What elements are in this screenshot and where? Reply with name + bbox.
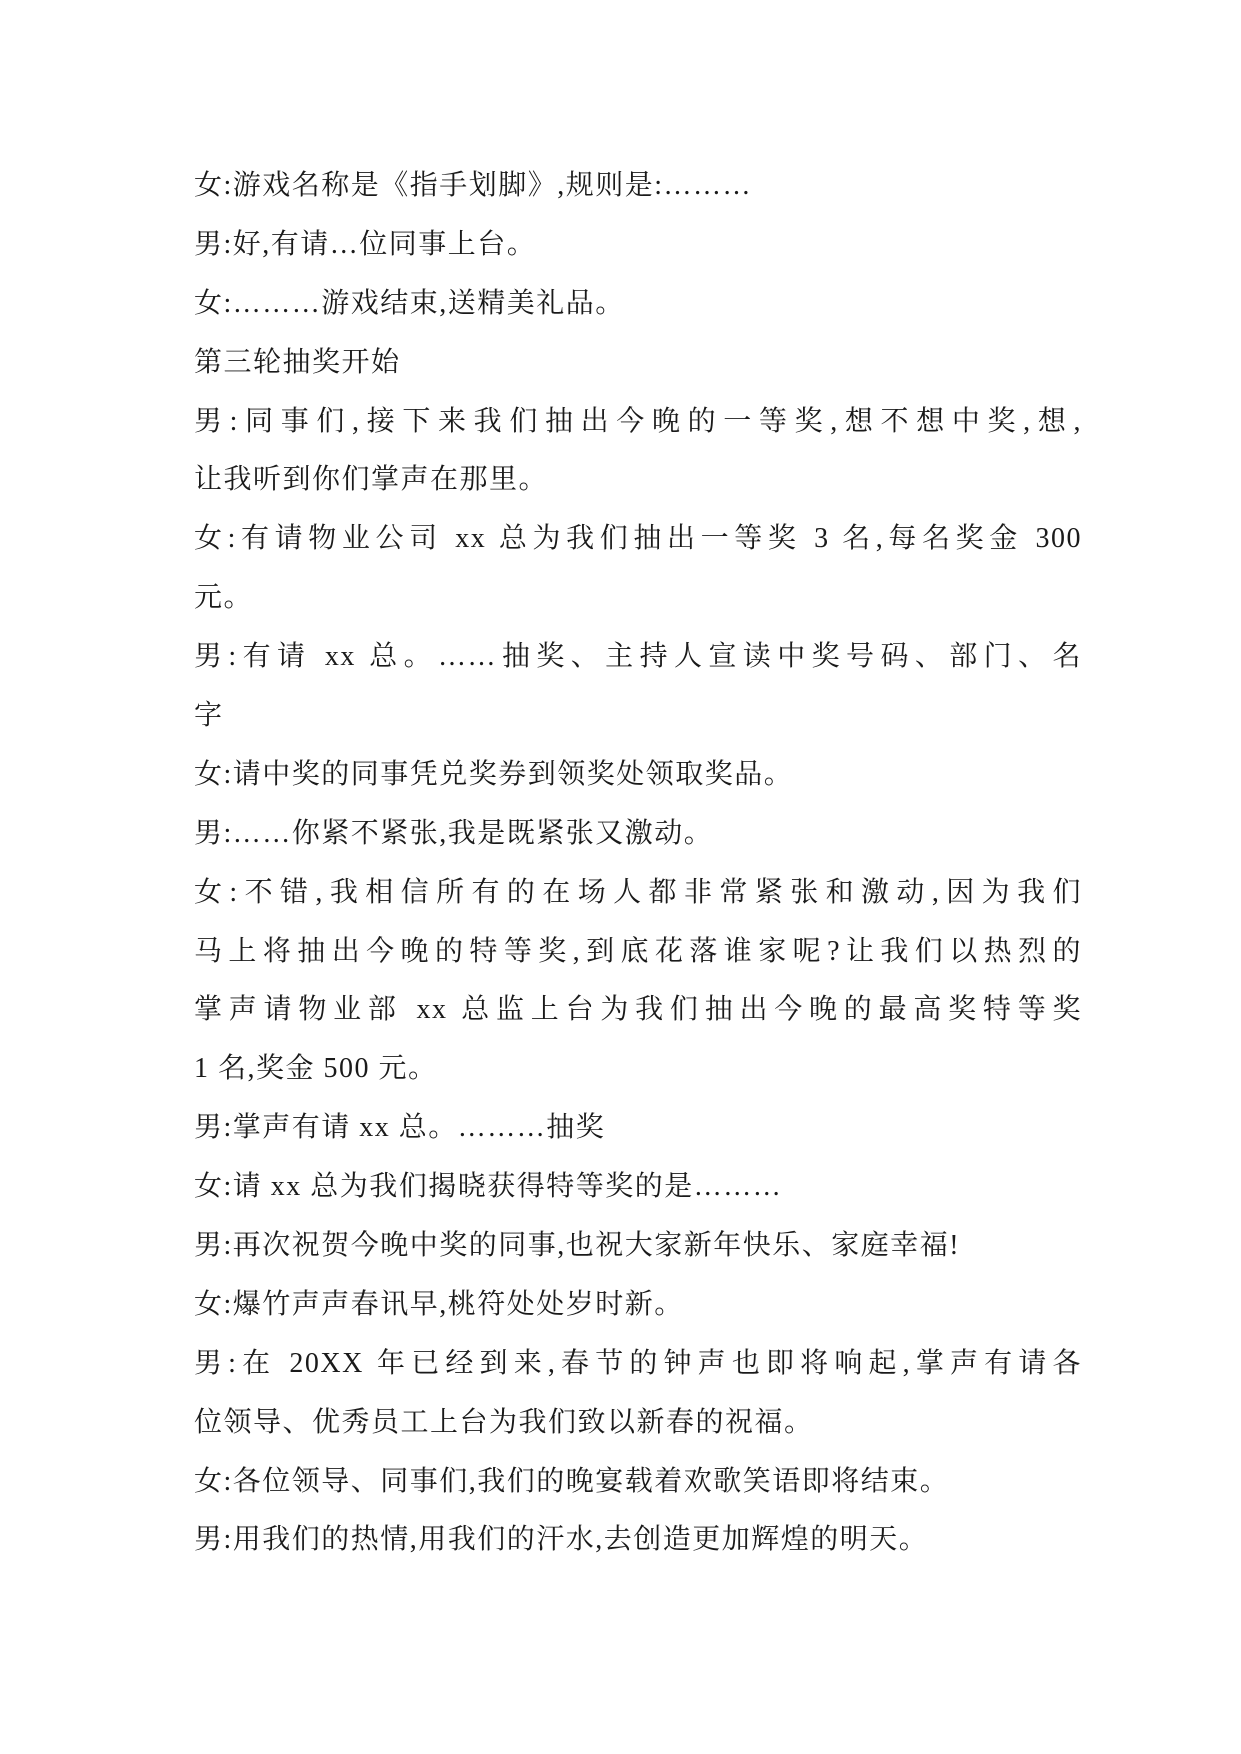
text-line: 女:游戏名称是《指手划脚》,规则是:……… (194, 170, 753, 201)
text-line: 女:有请物业公司 xx 总为我们抽出一等奖 3 名,每名奖金 300 (194, 523, 1082, 555)
text-line: 女:爆竹声声春讯早,桃符处处岁时新。 (194, 1288, 684, 1320)
paragraph (194, 393, 1082, 511)
text-line: 掌声请物业部 xx 总监上台为我们抽出今晚的最高奖特等奖 (194, 994, 1082, 1026)
paragraph (194, 157, 1082, 216)
paragraph (194, 1511, 1082, 1570)
text-line: 女:不错,我相信所有的在场人都非常紧张和激动,因为我们 (194, 876, 1082, 908)
text-line: 男:用我们的热情,用我们的汗水,去创造更加辉煌的明天。 (194, 1524, 929, 1556)
paragraph (194, 1099, 1082, 1158)
text-line: 女:各位领导、同事们,我们的晚宴载着欢歌笑语即将结束。 (194, 1465, 950, 1497)
section-heading (194, 334, 1082, 393)
text-line: 男:再次祝贺今晚中奖的同事,也祝大家新年快乐、家庭幸福! (194, 1230, 961, 1262)
text-line: 第三轮抽奖开始 (194, 346, 401, 378)
text-line: 1 名,奖金 500 元。 (194, 1053, 438, 1085)
paragraph (194, 1158, 1082, 1217)
text-line: 马上将抽出今晚的特等奖,到底花落谁家呢?让我们以热烈的 (194, 935, 1082, 967)
paragraph (194, 805, 1082, 864)
text-line: 女:请中奖的同事凭兑奖券到领奖处领取奖品。 (194, 758, 794, 790)
paragraph (194, 216, 1082, 275)
text-line: 女:请 xx 总为我们揭晓获得特等奖的是……… (194, 1171, 783, 1203)
paragraph (194, 1217, 1082, 1276)
document-body (194, 157, 1082, 1570)
text-line: 男:好,有请…位同事上台。 (194, 228, 537, 260)
paragraph (194, 746, 1082, 805)
text-line: 女:………游戏结束,送精美礼品。 (194, 287, 625, 319)
text-line: 男:有请 xx 总。……抽奖、主持人宣读中奖号码、部门、名 (194, 641, 1082, 673)
text-line: 让我听到你们掌声在那里。 (194, 464, 549, 496)
paragraph (194, 1453, 1082, 1512)
paragraph (194, 628, 1082, 746)
paragraph (194, 275, 1082, 334)
text-line: 男:……你紧不紧张,我是既紧张又激动。 (194, 817, 714, 849)
paragraph (194, 1276, 1082, 1335)
text-line: 位领导、优秀员工上台为我们致以新春的祝福。 (194, 1406, 814, 1438)
paragraph (194, 864, 1082, 1100)
paragraph (194, 510, 1082, 628)
text-line: 男:同事们,接下来我们抽出今晚的一等奖,想不想中奖,想, (194, 405, 1082, 437)
paragraph (194, 1335, 1082, 1453)
text-line: 字 (194, 700, 224, 732)
text-line: 男:掌声有请 xx 总。………抽奖 (194, 1112, 606, 1144)
text-line: 元。 (194, 582, 254, 614)
text-line: 男:在 20XX 年已经到来,春节的钟声也即将响起,掌声有请各 (194, 1347, 1082, 1379)
